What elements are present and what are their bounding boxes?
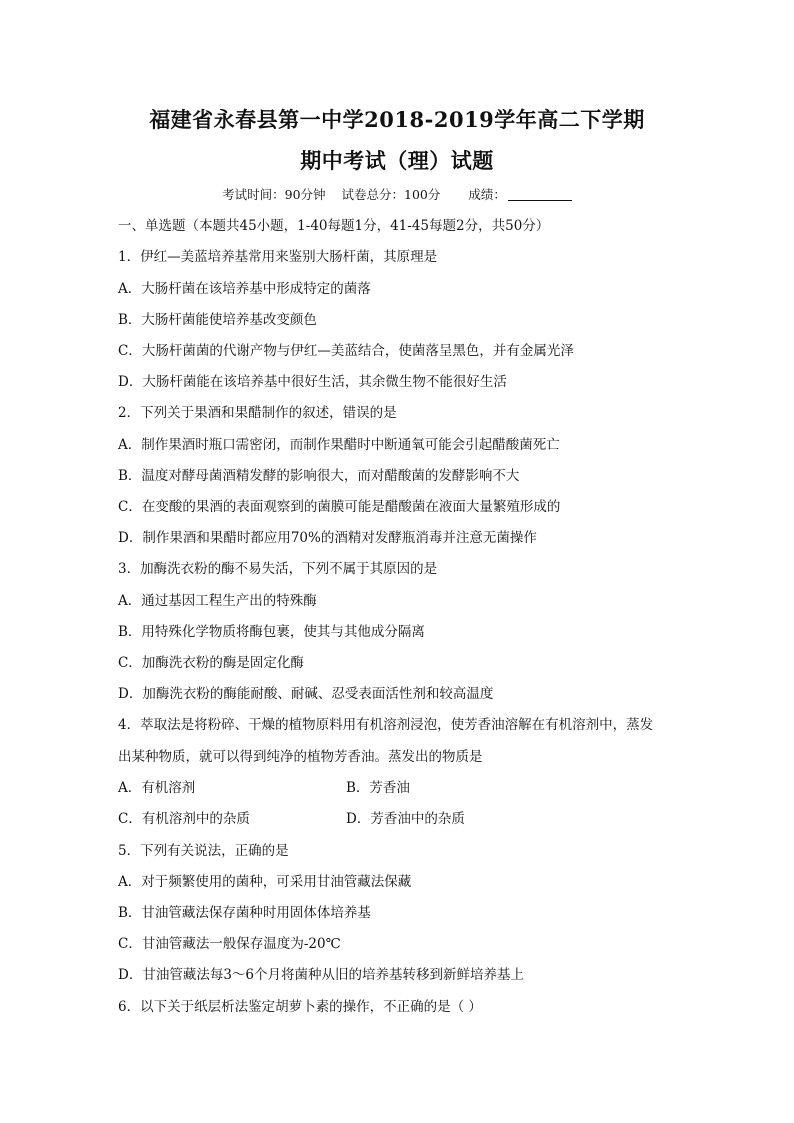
question-3-option-d: D．加酶洗衣粉的酶能耐酸、耐碱、忍受表面活性剂和较高温度 [118, 686, 494, 702]
question-1-option-a: A．大肠杆菌在该培养基中形成特定的菌落 [118, 281, 371, 297]
question-4-options-row1 [118, 779, 688, 797]
question-4-option-d: D．芳香油中的杂质 [346, 811, 465, 827]
exam-meta [0, 185, 794, 203]
score-label: 成绩： [468, 187, 506, 202]
question-5-option-a: A．对于频繁使用的菌种，可采用甘油管藏法保藏 [118, 874, 412, 890]
question-5-option-d: D．甘油管藏法每3～6个月将菌种从旧的培养基转移到新鲜培养基上 [118, 967, 525, 983]
question-2-option-b: B．温度对酵母菌酒精发酵的影响很大，而对醋酸菌的发酵影响不大 [118, 468, 520, 484]
question-2-option-d: D．制作果酒和果醋时都应用70%的酒精对发酵瓶消毒并注意无菌操作 [118, 530, 537, 546]
question-1-option-c: C．大肠杆菌菌的代谢产物与伊红—美蓝结合，使菌落呈黑色，并有金属光泽 [118, 343, 574, 359]
question-4-option-a: A．有机溶剂 [118, 780, 196, 796]
exam-time: 考试时间：90分钟 [222, 187, 326, 202]
question-1-stem: 1．伊红—美蓝培养基常用来鉴别大肠杆菌，其原理是 [118, 249, 438, 265]
question-5-stem: 5．下列有关说法，正确的是 [118, 843, 289, 859]
exam-total-score: 试卷总分：100分 [341, 187, 441, 202]
section-heading: 一、单选题（本题共45小题，1-40每题1分，41-45每题2分，共50分） [118, 218, 550, 234]
question-4-option-b: B．芳香油 [346, 780, 410, 796]
question-6-stem: 6．以下关于纸层析法鉴定胡萝卜素的操作，不正确的是（ ） [118, 999, 482, 1015]
question-1-option-b: B．大肠杆菌能使培养基改变颜色 [118, 312, 317, 328]
question-5-option-b: B．甘油管藏法保存菌种时用固体体培养基 [118, 905, 371, 921]
question-2-stem: 2．下列关于果酒和果醋制作的叙述，错误的是 [118, 405, 397, 421]
question-1-option-d: D．大肠杆菌能在该培养基中很好生活，其余微生物不能很好生活 [118, 374, 507, 390]
question-2-option-a: A．制作果酒时瓶口需密闭，而制作果醋时中断通氧可能会引起醋酸菌死亡 [118, 437, 560, 453]
question-5-option-c: C．甘油管藏法一般保存温度为-20℃ [118, 936, 341, 952]
question-3-option-b: B．用特殊化学物质将酶包裹，使其与其他成分隔离 [118, 624, 425, 640]
exam-title-line1: 福建省永春县第一中学2018-2019学年高二下学期 [149, 107, 645, 132]
question-4-options-row2 [118, 810, 688, 828]
score-blank [508, 200, 572, 201]
question-3-option-a: A．通过基因工程生产出的特殊酶 [118, 593, 317, 609]
question-3-stem: 3．加酶洗衣粉的酶不易失活，下列不属于其原因的是 [118, 561, 438, 577]
question-4-stem-line1: 4．萃取法是将粉碎、干燥的植物原料用有机溶剂浸泡，使芳香油溶解在有机溶剂中，蒸发 [118, 717, 654, 733]
question-2-option-c: C．在变酸的果酒的表面观察到的菌膜可能是醋酸菌在液面大量繁殖形成的 [118, 499, 561, 515]
question-3-option-c: C．加酶洗衣粉的酶是固定化酶 [118, 655, 304, 671]
exam-title-line2: 期中考试（理）试题 [300, 148, 494, 173]
question-4-stem-line2: 出某种物质，就可以得到纯净的植物芳香油。蒸发出的物质是 [118, 749, 483, 765]
question-4-option-c: C．有机溶剂中的杂质 [118, 811, 250, 827]
